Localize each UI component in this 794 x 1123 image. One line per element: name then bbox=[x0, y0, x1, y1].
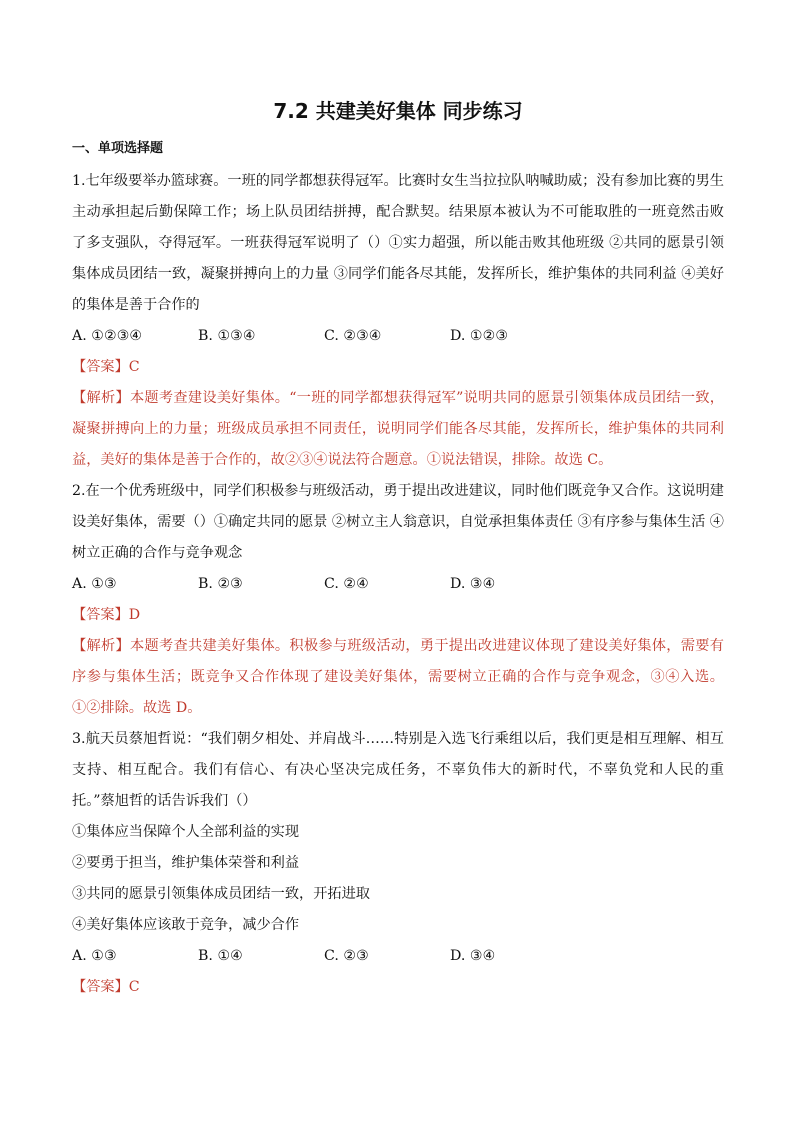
answer-label: 【答案】 bbox=[72, 979, 129, 995]
option-c: C. ②④ bbox=[324, 576, 369, 592]
question-2-answer bbox=[72, 600, 724, 631]
analysis-text: 本题考查建设美好集体。“一班的同学都想获得冠军”说明共同的愿景引领集体成员团结一致，凝聚拼搏向上的力量；班级成员承担不同责任，说明同学们能各尽其能，发挥所长，维护集体的共同利益，美好的集体是善于合作的，故②③④说法符合题意。①说法错误，排除。故选 C。 bbox=[72, 390, 724, 468]
section-heading: 一、单项选择题 bbox=[72, 141, 164, 156]
answer-label: 【答案】 bbox=[72, 359, 129, 375]
option-d: D. ③④ bbox=[450, 576, 496, 592]
question-3-item-1: ①集体应当保障个人全部利益的实现 bbox=[72, 824, 300, 840]
question-1-analysis bbox=[72, 383, 724, 476]
question-1-answer bbox=[72, 352, 724, 383]
question-3-options bbox=[72, 941, 724, 972]
answer-value: C bbox=[128, 979, 140, 995]
question-1-stem: 1.七年级要举办篮球赛。一班的同学都想获得冠军。比赛时女生当拉拉队呐喊助威；没有参加比赛的男生主动承担起后勤保障工作；场上队员团结拼搏，配合默契。结果原本被认为不可能取胜的一班竟然击败了多支强队，夺得冠军。一班获得冠军说明了（）①实力超强，所以能击败其他班级 ②共同的愿景引领集体成员团结一致，凝聚拼搏向上的力量 ③同学们能各尽其能，发挥所长，维护集体的共同利益 ④美好的集体是善于合作的 bbox=[72, 173, 724, 313]
question-3-item-4: ④美好集体应该敢于竞争，减少合作 bbox=[72, 917, 300, 933]
analysis-label: 【解析】 bbox=[72, 390, 130, 406]
question-1-options bbox=[72, 321, 724, 352]
analysis-label: 【解析】 bbox=[72, 638, 130, 654]
option-a: A. ①②③④ bbox=[72, 328, 143, 344]
question-3-item-3: ③共同的愿景引领集体成员团结一致，开拓进取 bbox=[72, 886, 370, 902]
answer-value: C bbox=[128, 359, 140, 375]
question-3-item-2: ②要勇于担当，维护集体荣誉和利益 bbox=[72, 855, 300, 871]
option-a: A. ①③ bbox=[72, 948, 117, 964]
option-d: D. ①②③ bbox=[450, 328, 509, 344]
answer-label: 【答案】 bbox=[72, 607, 129, 623]
option-a: A. ①③ bbox=[72, 576, 117, 592]
question-2-options bbox=[72, 569, 724, 600]
question-2-stem: 2.在一个优秀班级中，同学们积极参与班级活动，勇于提出改进建议，同时他们既竞争又合作。这说明建设美好集体，需要（）①确定共同的愿景 ②树立主人翁意识，自觉承担集体责任 ③有序参与集体生活 ④树立正确的合作与竞争观念 bbox=[72, 483, 724, 561]
answer-value: D bbox=[128, 607, 141, 623]
option-b: B. ②③ bbox=[198, 576, 243, 592]
option-b: B. ①④ bbox=[198, 948, 243, 964]
analysis-text: 本题考查共建美好集体。积极参与班级活动，勇于提出改进建议体现了建设美好集体，需要有序参与集体生活；既竞争又合作体现了建设美好集体，需要树立正确的合作与竞争观念，③④入选。①②排除。故选 D。 bbox=[72, 638, 724, 716]
question-3-stem: 3.航天员蔡旭哲说：“我们朝夕相处、并肩战斗……特别是入选飞行乘组以后，我们更是相互理解、相互支持、相互配合。我们有信心、有决心坚决完成任务，不辜负伟大的新时代，不辜负党和人民的重托。”蔡旭哲的话告诉我们（） bbox=[72, 731, 724, 809]
question-3-answer bbox=[72, 972, 724, 1003]
page-title: 7.2 共建美好集体 同步练习 bbox=[273, 99, 523, 123]
option-d: D. ③④ bbox=[450, 948, 496, 964]
option-c: C. ②③④ bbox=[324, 328, 382, 344]
option-c: C. ②③ bbox=[324, 948, 369, 964]
option-b: B. ①③④ bbox=[198, 328, 256, 344]
question-2-analysis bbox=[72, 631, 724, 724]
